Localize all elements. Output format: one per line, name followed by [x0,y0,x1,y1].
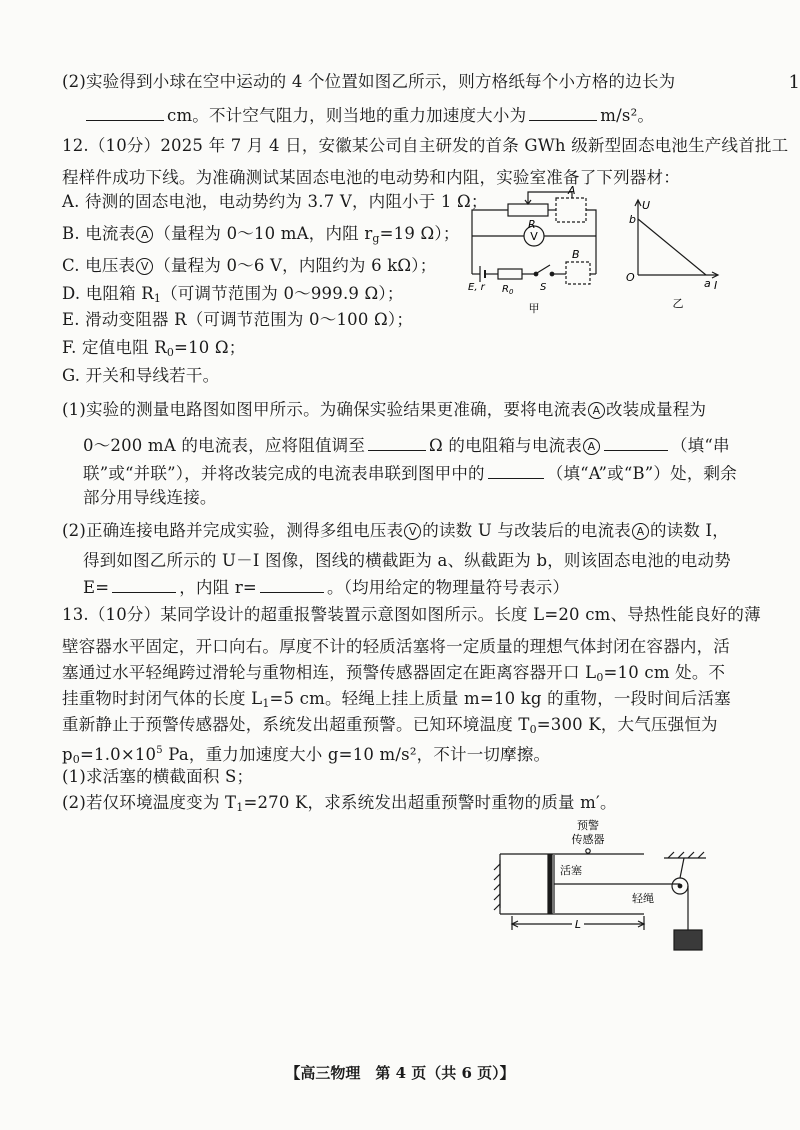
q12-item-a: A. 待测的固态电池，电动势约为 3.7 V，内阻小于 1 Ω； [62,192,488,211]
q13-question2: (2)若仅环境温度变为 $T_1=270$ K，求系统发出超重预警时重物的质量 m′。 [62,793,617,814]
q12-p1-line1: (1)实验的测量电路图如图甲所示。为确保实验结果更准确，要将电流表 A 改装成量程为 [62,400,707,419]
q12-item-g: G. 开关和导线若干。 [62,366,220,385]
q13-question1: (1)求活塞的横截面积 S； [62,767,254,786]
slot-a-label: A [568,184,576,197]
circuit-diagram-jia [462,178,610,318]
q12-p1-line2: 0～200 mA 的电流表，应将阻值调至 Ω 的电阻箱与电流表 A （填“串 [83,432,730,458]
sensor-label-1: 预警 [577,819,599,832]
rheostat-label: R [528,218,536,231]
q12-p2-line2: 得到如图乙所示的 U－I 图像，图线的横截距为 a、纵截距为 b，则该固态电池的电动势 [83,551,731,570]
intercept-a-label: a [704,277,711,290]
piston-label: 活塞 [560,864,582,877]
q11-part2-line2: cm。不计空气阻力，则当地的重力加速度大小为 m/s²。 [83,102,654,128]
fig-yi-caption: 乙 [672,297,684,310]
q13-line4: 挂重物时封闭气体的长度 $L_1=5$ cm。轻绳上挂上质量 m=10 kg 的重物，一段时间后活塞 [62,689,731,710]
answer-blank[interactable] [529,102,597,121]
answer-blank[interactable] [604,432,668,451]
answer-blank[interactable] [368,432,426,451]
voltmeter-label: V [530,230,538,243]
ui-graph-line [638,219,706,275]
q12-item-f: F. 定值电阻 $R_0=10$ Ω； [62,338,246,359]
voltmeter-symbol: V [136,258,153,275]
sensor-label-2: 传感器 [571,833,605,846]
q13-line5: 重新静止于预警传感器处，系统发出超重预警。已知环境温度 $T_0=300$ K，大气压强恒为 [62,715,718,736]
q12-p2-line3: E= ，内阻 r= 。（均用给定的物理量符号表示） [83,574,569,600]
q12-intro-line1: 12.（10分）2025 年 7 月 4 日，安徽某公司自主研发的首条 GWh 级新型固态电池生产线首批工 [62,136,789,155]
q12-item-e: E. 滑动变阻器 R（可调节范围为 0～100 Ω）； [62,310,414,329]
page-footer: 【高三物理 第 4 页（共 6 页）】 [285,1064,515,1082]
intercept-b-label: b [629,213,636,226]
q13-line1: 13.（10分）某同学设计的超重报警装置示意图如图所示。长度 L=20 cm、导热性能良好的薄 [62,605,761,624]
axis-i-label: I [714,279,718,292]
ammeter-symbol: A [136,226,153,243]
r0-label: $R_0$ [502,284,514,296]
axis-u-label: U [642,199,651,212]
q13-line6: $p_0=1.0\times 10^5$ Pa，重力加速度大小 g=10 m/s²，不计一切摩擦。 [62,745,551,766]
length-label: L [574,918,582,931]
battery-label: E, r [468,282,485,293]
q11-part2-line1: (2)实验得到小球在空中运动的 4 个位置如图乙所示，则方格纸每个小方格的边长为 [62,72,676,91]
rope-label: 轻绳 [632,892,654,905]
q12-p1-line4: 部分用导线连接。 [83,488,217,507]
overweight-alarm-diagram [484,818,724,968]
ui-graph-yi [622,195,722,313]
answer-blank[interactable] [488,460,544,479]
page-edge-marker: 1 [788,72,800,93]
answer-blank[interactable] [86,102,164,121]
q12-intro-line2: 程样件成功下线。为准确测试某固态电池的电动势和内阻，实验室准备了下列器材： [62,168,680,187]
switch-label: S [540,282,547,293]
origin-label: O [626,271,635,284]
answer-blank[interactable] [112,574,176,593]
q12-item-c: C. 电压表 V （量程为 0～6 V，内阻约为 6 kΩ）； [62,256,437,275]
q12-p1-line3: 联”或“并联”），并将改装完成的电流表串联到图甲中的 （填“A”或“B”）处，剩余 [83,460,737,486]
q13-line3: 塞通过水平轻绳跨过滑轮与重物相连，预警传感器固定在距离容器开口 $L_0=10$ cm 处。不 [62,663,726,684]
answer-blank[interactable] [260,574,324,593]
q13-line2: 壁容器水平固定，开口向右。厚度不计的轻质活塞将一定质量的理想气体封闭在容器内，活 [62,637,730,656]
fig-jia-caption: 甲 [528,302,540,315]
q12-p2-line1: (2)正确连接电路并完成实验，测得多组电压表 V 的读数 U 与改装后的电流表 A 的读数 I， [62,521,729,540]
q12-item-d: D. 电阻箱 $R_1$（可调节范围为 0～999.9 Ω）； [62,284,404,305]
slot-b-label: B [572,248,580,261]
q12-item-b: B. 电流表 A （量程为 0～10 mA，内阻 $r_g=19$ Ω）； [62,224,460,245]
